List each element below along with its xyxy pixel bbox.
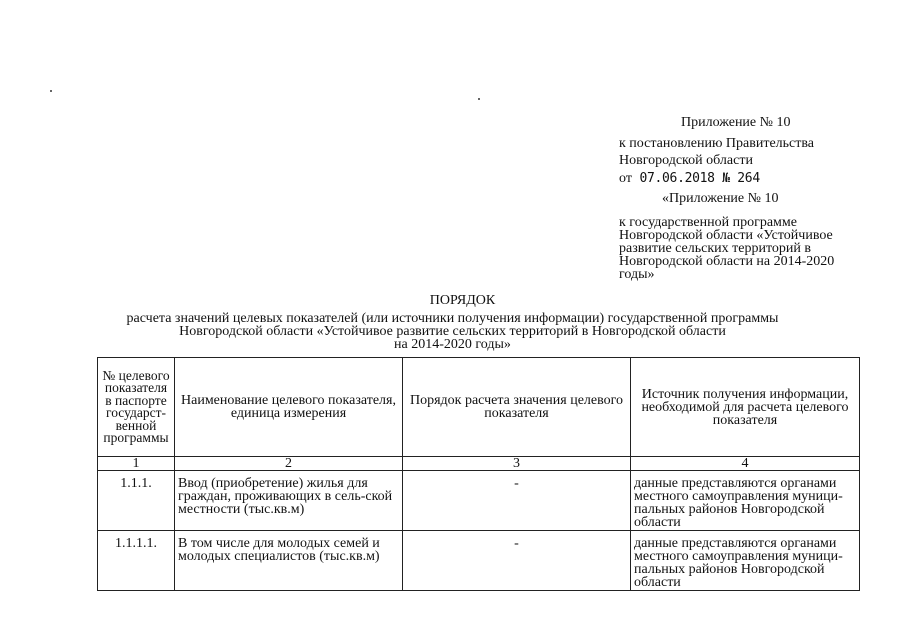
appendix-label: Приложение № 10 [681, 115, 791, 130]
quoted-appendix-label: «Приложение № 10 [662, 191, 779, 206]
document-subtitle-line2: Новгородской области «Устойчивое развитие сельских территорий в Новгородской области [179, 324, 726, 339]
row-method: - [403, 471, 631, 531]
row-num: 1.1.1. [98, 471, 175, 531]
row-method: - [403, 531, 631, 591]
header-num: № целевого показателя в паспорте государст-венной программы [98, 358, 175, 457]
region-label: Новгородской области [619, 153, 753, 168]
row-name: Ввод (приобретение) жилья для граждан, проживающих в сель-ской местности (тыс.кв.м) [175, 471, 403, 531]
col-number: 3 [403, 457, 631, 471]
date-line [619, 170, 760, 187]
row-source: данные представляются органами местного самоуправления муници-пальных районов Новгородской области [631, 471, 860, 531]
col-number: 1 [98, 457, 175, 471]
document-subtitle-line3: на 2014-2020 годы» [394, 337, 511, 352]
scan-speck [50, 90, 52, 92]
row-source: данные представляются органами местного самоуправления муници-пальных районов Новгородской области [631, 531, 860, 591]
document-heading: ПОРЯДОК [429, 293, 496, 308]
from-prefix: от [619, 171, 632, 186]
table-header-row [98, 358, 860, 457]
header-source: Источник получения информации, необходимой для расчета целевого показателя [631, 358, 860, 457]
program-reference: к государственной программе Новгородской области «Устойчивое развитие сельских территорий в Новгородской области на 2014-2020 годы» [619, 215, 835, 282]
row-num: 1.1.1.1. [98, 531, 175, 591]
header-name: Наименование целевого показателя, единица измерения [175, 358, 403, 457]
row-name: В том числе для молодых семей и молодых специалистов (тыс.кв.м) [175, 531, 403, 591]
column-number-row [98, 457, 860, 471]
scan-speck [478, 98, 480, 100]
date-number: 07.06.2018 № 264 [639, 171, 760, 186]
indicators-table [97, 357, 860, 591]
document-subtitle-line1: расчета значений целевых показателей (или источники получения информации) государственной программы [126, 311, 779, 326]
col-number: 4 [631, 457, 860, 471]
col-number: 2 [175, 457, 403, 471]
table-row [98, 471, 860, 531]
table-row [98, 531, 860, 591]
resolution-label: к постановлению Правительства [619, 136, 815, 151]
header-method: Порядок расчета значения целевого показателя [403, 358, 631, 457]
